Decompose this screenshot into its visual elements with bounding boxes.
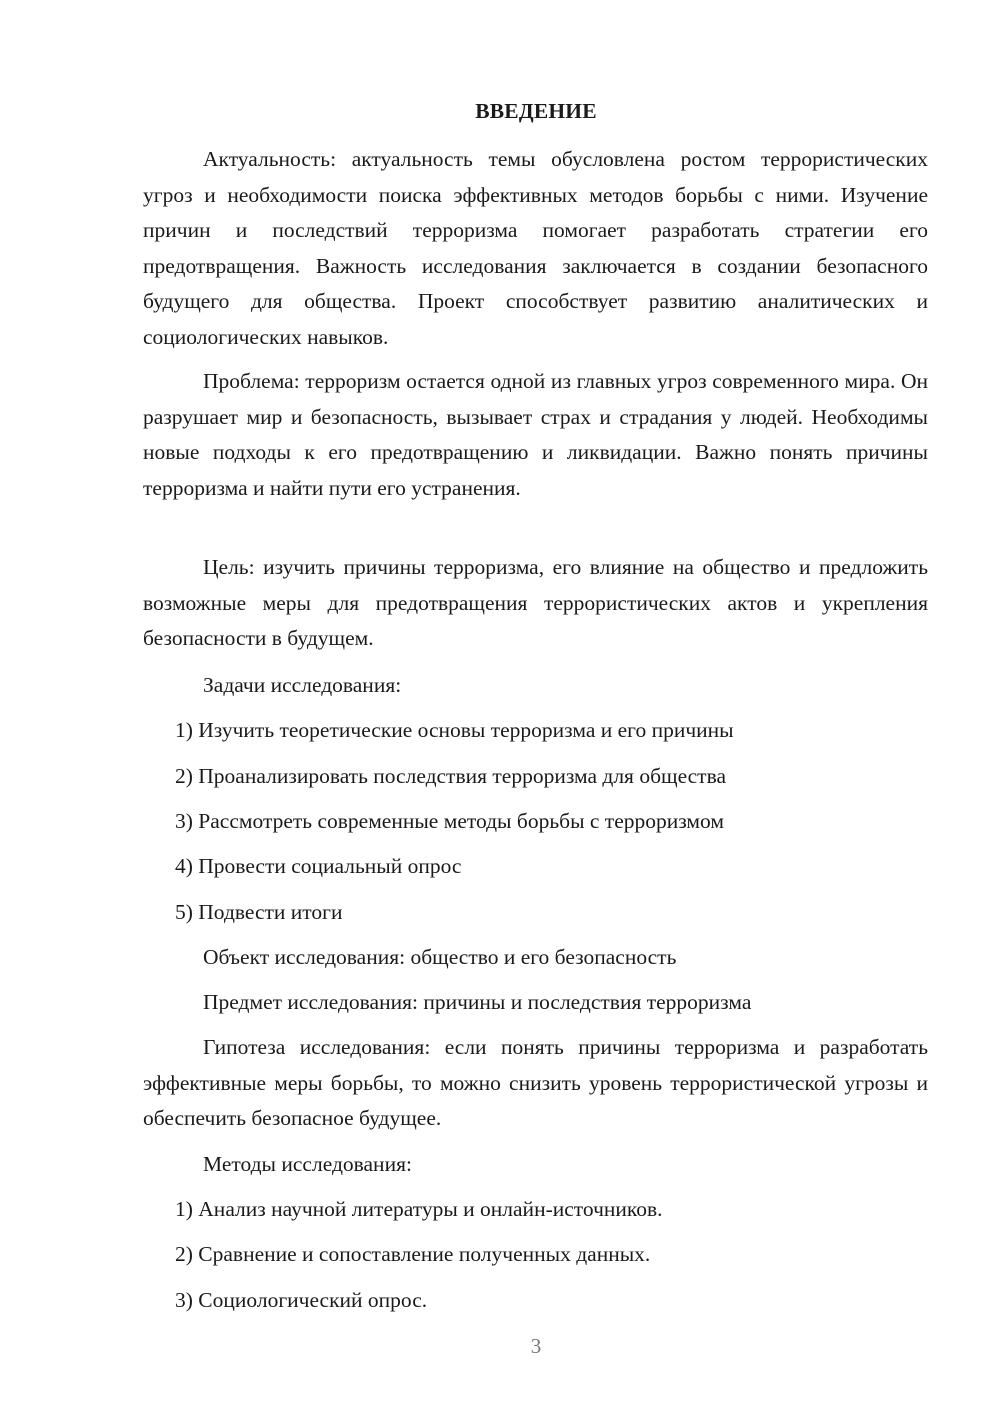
tasks-heading: Задачи исследования:	[203, 673, 402, 697]
page-number: 3	[530, 1334, 542, 1358]
problem-paragraph: Проблема: терроризм остается одной из главных угроз современного мира. Он разрушает мир и безопасность, вызывает страх и страдания у людей. Необходимы новые подходы к его предотвращению и ликвидации. Важно понять причины терроризма и найти пути его устранения.	[143, 369, 928, 500]
task-item: 4) Провести социальный опрос	[175, 854, 462, 878]
task-item: 5) Подвести итоги	[175, 900, 343, 924]
method-item: 3) Социологический опрос.	[175, 1288, 428, 1312]
method-item: 2) Сравнение и сопоставление полученных данных.	[175, 1242, 651, 1266]
research-object: Объект исследования: общество и его безопасность	[203, 945, 677, 969]
task-item: 3) Рассмотреть современные методы борьбы с терроризмом	[175, 809, 724, 833]
task-item: 1) Изучить теоретические основы терроризма и его причины	[175, 718, 734, 742]
method-item: 1) Анализ научной литературы и онлайн-источников.	[175, 1197, 663, 1221]
hypothesis-paragraph: Гипотеза исследования: если понять причины терроризма и разработать эффективные меры борьбы, то можно снизить уровень террористической угрозы и обеспечить безопасное будущее.	[143, 1035, 928, 1130]
page-title: ВВЕДЕНИЕ	[475, 99, 597, 123]
research-subject: Предмет исследования: причины и последствия терроризма	[203, 990, 752, 1014]
methods-heading: Методы исследования:	[203, 1152, 412, 1176]
task-item: 2) Проанализировать последствия терроризма для общества	[175, 764, 726, 788]
relevance-paragraph: Актуальность: актуальность темы обусловлена ростом террористических угроз и необходимости поиска эффективных методов борьбы с ними. Изучение причин и последствий терроризма помогает разработать стратегии его предотвращения. Важность исследования заключается в создании безопасного будущего для общества. Проект способствует развитию аналитических и социологических навыков.	[143, 147, 928, 349]
goal-paragraph: Цель: изучить причины терроризма, его влияние на общество и предложить возможные меры для предотвращения террористических актов и укрепления безопасности в будущем.	[143, 555, 928, 650]
